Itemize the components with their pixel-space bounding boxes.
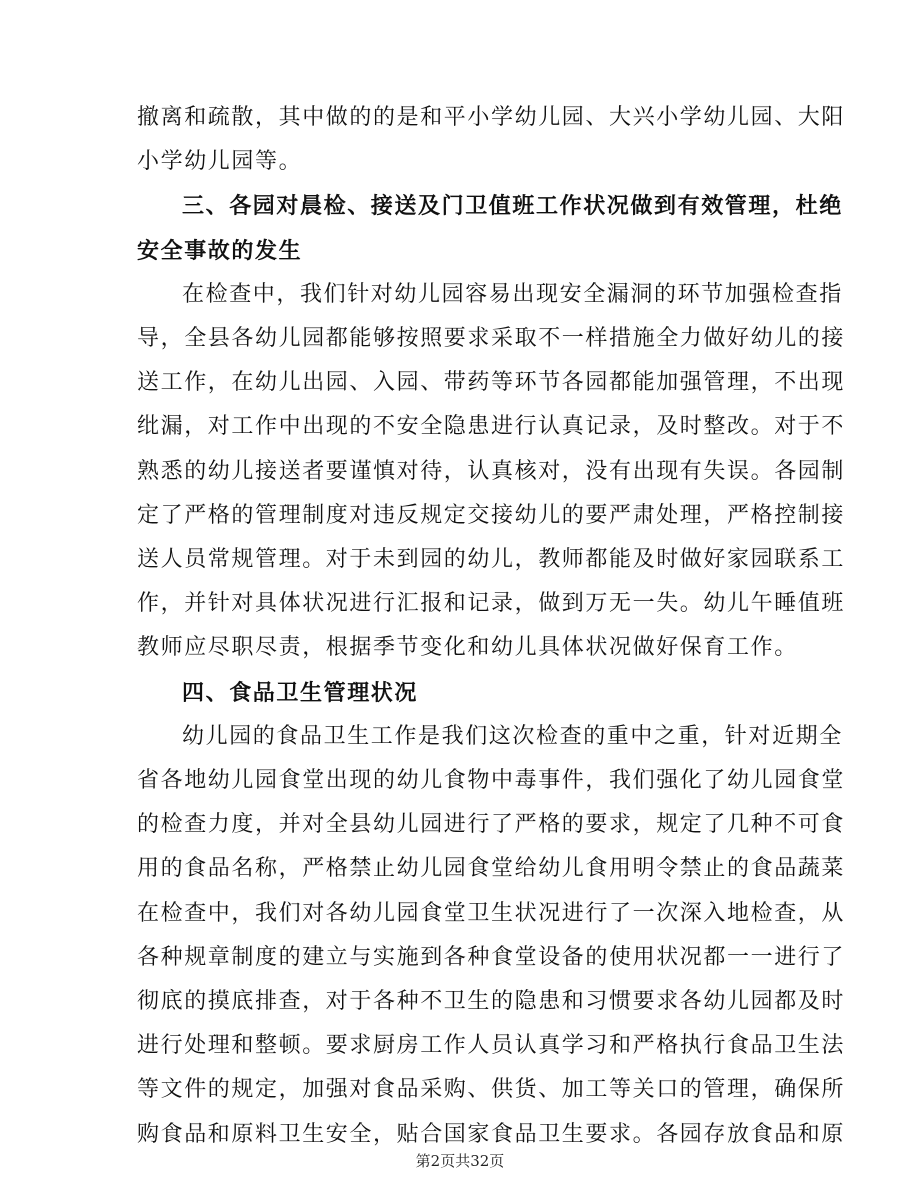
text-line: 彻底的摸底排查，对于各种不卫生的隐患和习惯要求各幼儿园都及时 bbox=[137, 989, 846, 1014]
page-number-footer: 第2页共32页 bbox=[415, 1152, 505, 1170]
text-line: 导，全县各幼儿园都能够按照要求采取不一样措施全力做好幼儿的接 bbox=[137, 326, 846, 351]
text-line: 各种规章制度的建立与实施到各种食堂设备的使用状况都一一进行了 bbox=[137, 944, 846, 970]
text-line: 教师应尽职尽责，根据季节变化和幼儿具体状况做好保育工作。 bbox=[137, 635, 798, 661]
text-line: 等文件的规定，加强对食品采购、供货、加工等关口的管理，确保所 bbox=[137, 1077, 846, 1103]
text-line: 定了严格的管理制度对违反规定交接幼儿的要严肃处理，严格控制接 bbox=[137, 502, 846, 528]
text-line: 小学幼儿园等。 bbox=[137, 149, 303, 175]
section-heading-3-cont: 安全事故的发生 bbox=[137, 237, 303, 264]
text-line: 用的食品名称，严格禁止幼儿园食堂给幼儿食用明令禁止的食品蔬菜 bbox=[137, 856, 846, 882]
text-line: 熟悉的幼儿接送者要谨慎对待，认真核对，没有出现有失误。各园制 bbox=[137, 458, 846, 484]
section-heading-3: 三、各园对晨检、接送及门卫值班工作状况做到有效管理，杜绝 bbox=[182, 193, 843, 220]
text-line: 的检查力度，并对全县幼儿园进行了严格的要求，规定了几种不可食 bbox=[137, 812, 846, 838]
section-heading-4: 四、食品卫生管理状况 bbox=[182, 679, 419, 706]
text-line: 作，并针对具体状况进行汇报和记录，做到万无一失。幼儿午睡值班 bbox=[137, 591, 846, 617]
text-line: 送工作，在幼儿出园、入园、带药等环节各园都能加强管理，不出现 bbox=[137, 370, 846, 396]
text-line: 纰漏，对工作中出现的不安全隐患进行认真记录，及时整改。对于不 bbox=[137, 414, 846, 440]
text-line: 省各地幼儿园食堂出现的幼儿食物中毒事件，我们强化了幼儿园食堂 bbox=[137, 768, 846, 793]
text-line: 进行处理和整顿。要求厨房工作人员认真学习和严格执行食品卫生法 bbox=[137, 1033, 846, 1059]
text-line: 撤离和疏散，其中做的的是和平小学幼儿园、大兴小学幼儿园、大阳 bbox=[137, 105, 846, 130]
text-line: 幼儿园的食品卫生工作是我们这次检查的重中之重，针对近期全 bbox=[182, 723, 843, 749]
text-line: 在检查中，我们针对幼儿园容易出现安全漏洞的环节加强检查指 bbox=[182, 281, 843, 307]
text-line: 购食品和原料卫生安全，贴合国家食品卫生要求。各园存放食品和原 bbox=[137, 1121, 846, 1147]
text-line: 在检查中，我们对各幼儿园食堂卫生状况进行了一次深入地检查，从 bbox=[137, 900, 846, 926]
text-line: 送人员常规管理。对于未到园的幼儿，教师都能及时做好家园联系工 bbox=[137, 547, 846, 572]
